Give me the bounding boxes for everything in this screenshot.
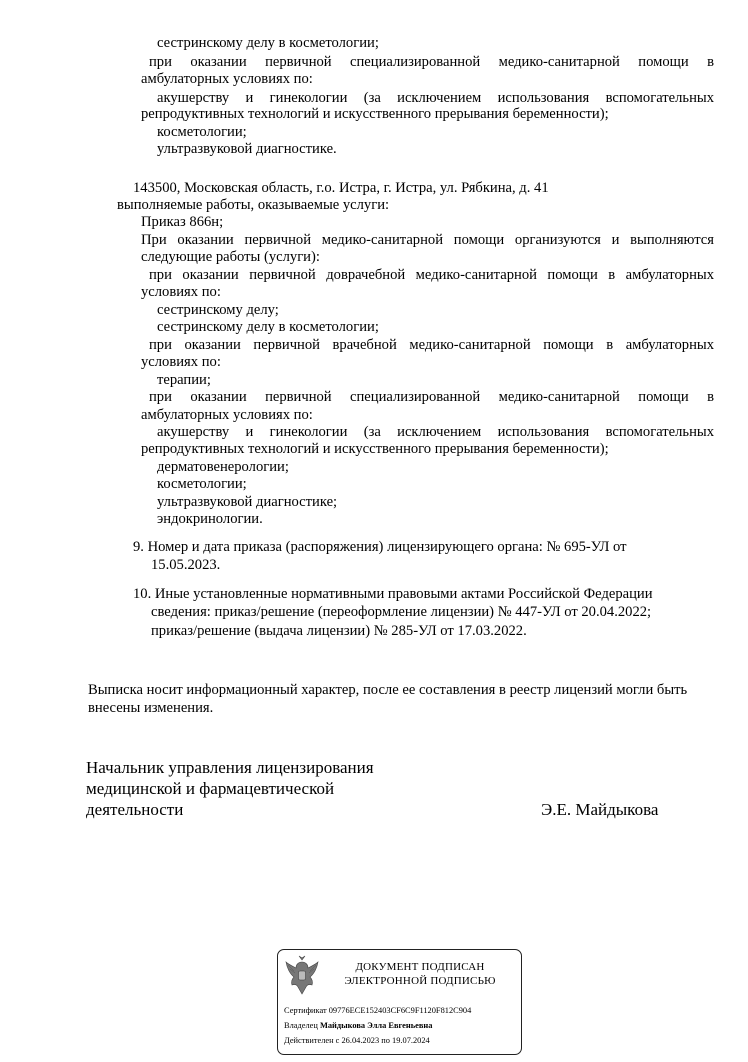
signatory-title: деятельности (86, 800, 184, 819)
text-line: амбулаторных условиях по: (141, 71, 313, 87)
item-10-line: сведения: приказ/решение (переоформление лицензии) № 447-УЛ от 20.04.2022; (151, 604, 652, 620)
text-line: репродуктивных технологий и искусственного прерывания беременности); (141, 106, 609, 122)
text-line: сестринскому делу; (157, 302, 279, 318)
text-line: условиях по: (141, 284, 221, 300)
text-line: дерматовенерологии; (157, 459, 289, 475)
text-line: акушерству и гинекологии (за исключением использования вспомогательных (157, 90, 714, 106)
item-10-line: приказ/решение (выдача лицензии) № 285-УЛ от 17.03.2022. (151, 623, 527, 639)
coat-of-arms-icon (284, 954, 320, 998)
e-signature-stamp (277, 949, 522, 1055)
text-line: выполняемые работы, оказываемые услуги: (117, 197, 390, 213)
notice-line: Выписка носит информационный характер, после ее составления в реестр лицензий могли быть (88, 682, 688, 698)
signatory-name: Э.Е. Майдыкова (541, 800, 659, 819)
item-9-line: 9. Номер и дата приказа (распоряжения) лицензирующего органа: № 695-УЛ от (133, 539, 627, 555)
stamp-validity: Действителен с 26.04.2023 по 19.07.2024 (284, 1036, 430, 1045)
signatory-title: медицинской и фармацевтической (86, 779, 335, 798)
text-line: эндокринологии. (157, 511, 263, 527)
text-line: ультразвуковой диагностике. (157, 141, 337, 157)
text-line: при оказании первичной доврачебной медико-санитарной помощи в амбулаторных (149, 267, 714, 283)
text-line: сестринскому делу в косметологии; (157, 35, 379, 51)
stamp-certificate: Сертификат 09776ECE152403CF6C9F1120F812C904 (284, 1006, 472, 1015)
text-line: при оказании первичной специализированной медико-санитарной помощи в (149, 389, 714, 405)
text-line: следующие работы (услуги): (141, 249, 320, 265)
text-line: сестринскому делу в косметологии; (157, 319, 379, 335)
text-line: акушерству и гинекологии (за исключением использования вспомогательных (157, 424, 714, 440)
stamp-title: ДОКУМЕНТ ПОДПИСАН ЭЛЕКТРОННОЙ ПОДПИСЬЮ (344, 961, 496, 987)
text-line: при оказании первичной специализированной медико-санитарной помощи в (149, 54, 714, 70)
text-line: косметологии; (157, 476, 247, 492)
text-line: ультразвуковой диагностике; (157, 494, 338, 510)
text-line: репродуктивных технологий и искусственного прерывания беременности); (141, 441, 609, 457)
text-line: терапии; (157, 372, 211, 388)
address-line: 143500, Московская область, г.о. Истра, г. Истра, ул. Рябкина, д. 41 (133, 180, 549, 196)
stamp-owner: Владелец Майдыкова Элла Евгеньевна (284, 1021, 433, 1030)
text-line: при оказании первичной врачебной медико-санитарной помощи в амбулаторных (149, 337, 714, 353)
text-line: При оказании первичной медико-санитарной помощи организуются и выполняются (141, 232, 714, 248)
item-10-line: 10. Иные установленные нормативными правовыми актами Российской Федерации (133, 586, 653, 602)
text-line: амбулаторных условиях по: (141, 407, 313, 423)
text-line: Приказ 866н; (141, 214, 224, 230)
signatory-title: Начальник управления лицензирования (86, 758, 374, 777)
item-9-line: 15.05.2023. (151, 557, 221, 573)
text-line: косметологии; (157, 124, 247, 140)
notice-line: внесены изменения. (88, 700, 214, 716)
text-line: условиях по: (141, 354, 221, 370)
